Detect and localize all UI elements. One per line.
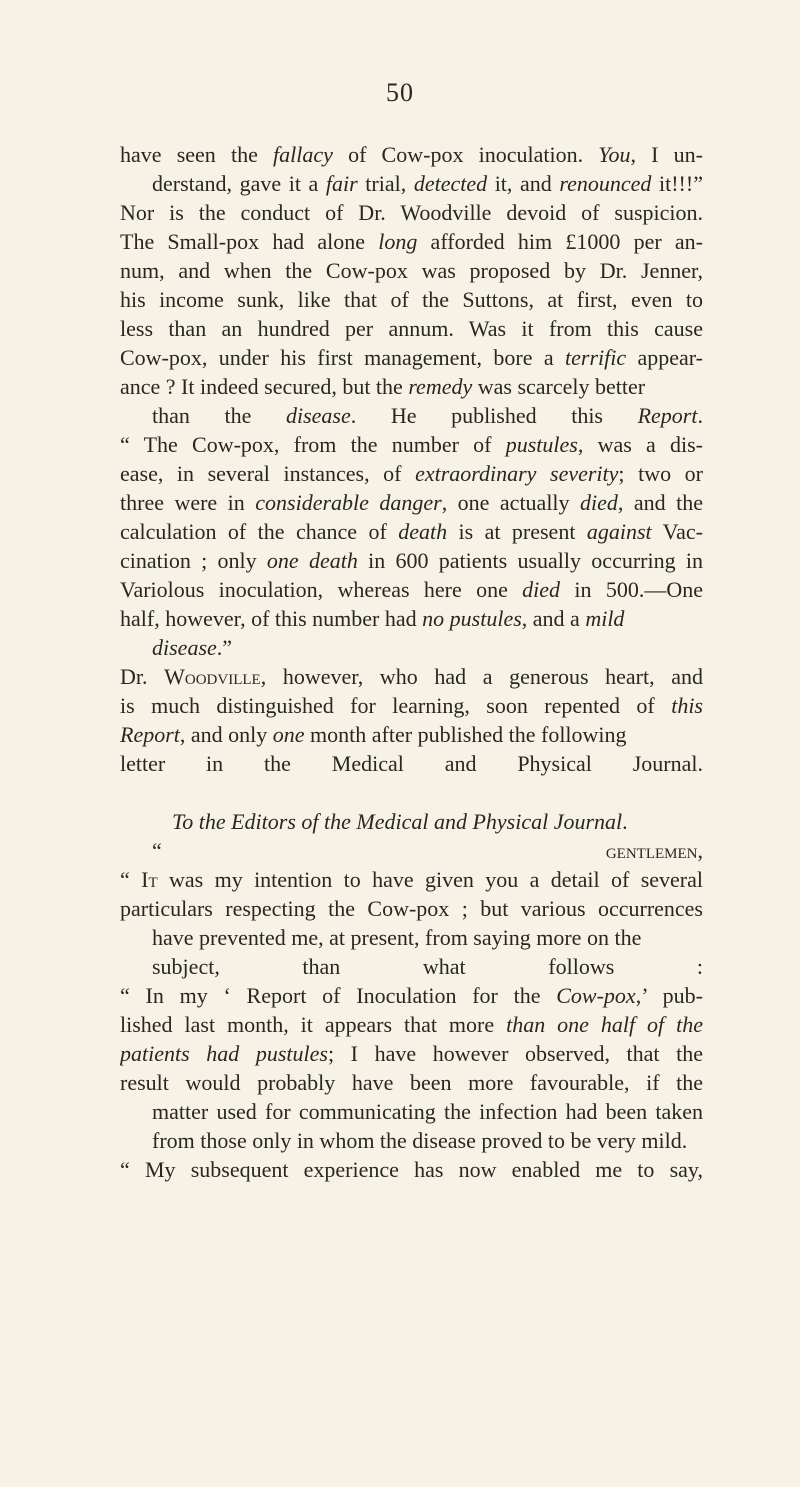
italic-run: renounced (559, 171, 652, 196)
text-run: calculation of the chance of (120, 519, 399, 544)
text-run: Vac- (651, 519, 703, 544)
text-line (120, 285, 703, 314)
text-run: , and the (617, 490, 703, 515)
text-line (120, 894, 703, 923)
page-number: 50 (386, 78, 414, 107)
text-run: it!!!” (651, 171, 703, 196)
text-line (120, 836, 703, 865)
text-line (120, 604, 703, 633)
italic-run: disease (152, 635, 217, 660)
text-run: less than an hundred per annum. Was it from this cause (120, 316, 703, 341)
text-run: appear- (626, 345, 703, 370)
italic-run: died (580, 490, 618, 515)
text-run: ; two or (618, 461, 703, 486)
italic-run: terrific (565, 345, 627, 370)
text-line (120, 923, 703, 952)
text-run: subject, than what follows : (152, 954, 703, 979)
text-line (120, 198, 703, 227)
text-line (120, 430, 703, 459)
text-line (120, 546, 703, 575)
text-run: , however, who had a generous heart, and (260, 664, 703, 689)
italic-run: against (586, 519, 652, 544)
text-run: The Small-pox had alone (120, 229, 379, 254)
text-run: , (697, 838, 703, 863)
text-run: . (697, 403, 703, 428)
italic-run: considerable danger (255, 490, 442, 515)
text-run: num, and when the Cow-pox was proposed by Dr. Jenner, (120, 258, 703, 283)
text-run: it, and (487, 171, 560, 196)
text-run: ; I have however observed, that the (327, 1041, 703, 1066)
text-run: derstand, gave it a (152, 171, 326, 196)
italic-run: mild (585, 606, 625, 631)
italic-run: extraordinary severity (415, 461, 619, 486)
text-run: ease, in several instances, of (120, 461, 416, 486)
text-run: .” (216, 635, 233, 660)
text-run: . (622, 809, 628, 834)
italic-run: long (378, 229, 418, 254)
text-line (120, 314, 703, 343)
paragraph-gap (120, 778, 703, 807)
text-line (120, 169, 703, 198)
text-run: . He published this (350, 403, 638, 428)
italic-run: this (671, 693, 703, 718)
text-line (120, 1068, 703, 1097)
italic-run: one death (266, 548, 358, 573)
text-run: , and only (179, 722, 273, 747)
text-line (120, 952, 703, 981)
text-line (120, 865, 703, 894)
text-run: “ In my ‘ Report of Inoculation for the (120, 983, 557, 1008)
text-run: letter in the Medical and Physical Journal. (120, 751, 703, 776)
text-line (120, 256, 703, 285)
small-caps-run: Woodville (164, 664, 261, 689)
text-line (120, 488, 703, 517)
text-line (120, 1097, 703, 1126)
text-run: have prevented me, at present, from saying more on the (152, 925, 642, 950)
text-run: of Cow-pox inoculation. (332, 142, 599, 167)
italic-run: Cow-pox (556, 983, 636, 1008)
italic-run: You (598, 142, 631, 167)
text-run: , one actually (441, 490, 581, 515)
text-run: , I un- (630, 142, 703, 167)
text-run: particulars respecting the Cow-pox ; but various occurrences (120, 896, 703, 921)
italic-run: disease (285, 403, 351, 428)
italic-run: died (522, 577, 561, 602)
text-run: “ (152, 838, 606, 863)
text-run: result would probably have been more favourable, if the (120, 1070, 703, 1095)
italic-run: than one half of the (506, 1012, 703, 1037)
text-run: “ The Cow-pox, from the number of (120, 432, 506, 457)
text-run: “ My subsequent experience has now enabled me to say, (120, 1157, 703, 1182)
text-run: was my intention to have given you a detail of several (157, 867, 703, 892)
italic-run: fallacy (273, 142, 333, 167)
text-run: than the (152, 403, 286, 428)
text-run: have seen the (120, 142, 274, 167)
text-run: was scarcely better (472, 374, 646, 399)
text-run: Nor is the conduct of Dr. Woodville devoid of suspicion. (120, 200, 703, 225)
italic-run: no pustules (422, 606, 522, 631)
text-line (120, 140, 703, 169)
text-line (120, 575, 703, 604)
text-line (120, 227, 703, 256)
italic-run: patients had pustules (120, 1041, 328, 1066)
text-run: cination ; only (120, 548, 267, 573)
text-run: afforded him £1000 per an- (417, 229, 703, 254)
text-run: three were in (120, 490, 256, 515)
italic-run: death (398, 519, 448, 544)
text-run: , and a (521, 606, 586, 631)
text-run: ance ? It indeed secured, but the (120, 374, 409, 399)
text-run: “ (120, 867, 142, 892)
text-run: is at present (447, 519, 587, 544)
italic-run: one (272, 722, 305, 747)
text-line (120, 343, 703, 372)
text-run: month after published the following (304, 722, 627, 747)
text-run: ,’ pub- (635, 983, 703, 1008)
italic-run: remedy (408, 374, 473, 399)
text-run: trial, (357, 171, 414, 196)
text-run: half, however, of this number had (120, 606, 423, 631)
text-run: his income sunk, like that of the Suttons, at first, even to (120, 287, 703, 312)
italic-run: Report (120, 722, 180, 747)
text-line (120, 981, 703, 1010)
text-line (120, 1039, 703, 1068)
text-run: from those only in whom the disease proved to be very mild. (152, 1128, 688, 1153)
text-line (120, 459, 703, 488)
text-line (120, 749, 703, 778)
text-line (120, 691, 703, 720)
text-line (120, 1010, 703, 1039)
body-text (120, 140, 703, 1184)
small-caps-run: gentlemen (605, 838, 698, 863)
text-line (120, 372, 703, 401)
text-line (120, 720, 703, 749)
text-run: in 600 patients usually occurring in (357, 548, 703, 573)
text-line (120, 401, 703, 430)
text-line (120, 807, 703, 836)
text-run: Dr. (120, 664, 165, 689)
text-line (120, 1155, 703, 1184)
italic-run: detected (413, 171, 488, 196)
text-run: Variolous inoculation, whereas here one (120, 577, 523, 602)
text-line (120, 517, 703, 546)
italic-run: pustules (505, 432, 578, 457)
italic-run: fair (325, 171, 358, 196)
small-caps-run: It (141, 867, 158, 892)
text-run: is much distinguished for learning, soon repented of (120, 693, 672, 718)
text-run: in 500.—One (560, 577, 703, 602)
text-run: matter used for communicating the infection had been taken (152, 1099, 703, 1124)
text-line (120, 662, 703, 691)
text-line (120, 633, 703, 662)
text-run: Cow-pox, under his first management, bore a (120, 345, 565, 370)
italic-run: Report (637, 403, 698, 428)
text-run: , was a dis- (577, 432, 703, 457)
italic-run: To the Editors of the Medical and Physical Journal (172, 809, 623, 834)
text-line (120, 1126, 703, 1155)
text-run: lished last month, it appears that more (120, 1012, 507, 1037)
